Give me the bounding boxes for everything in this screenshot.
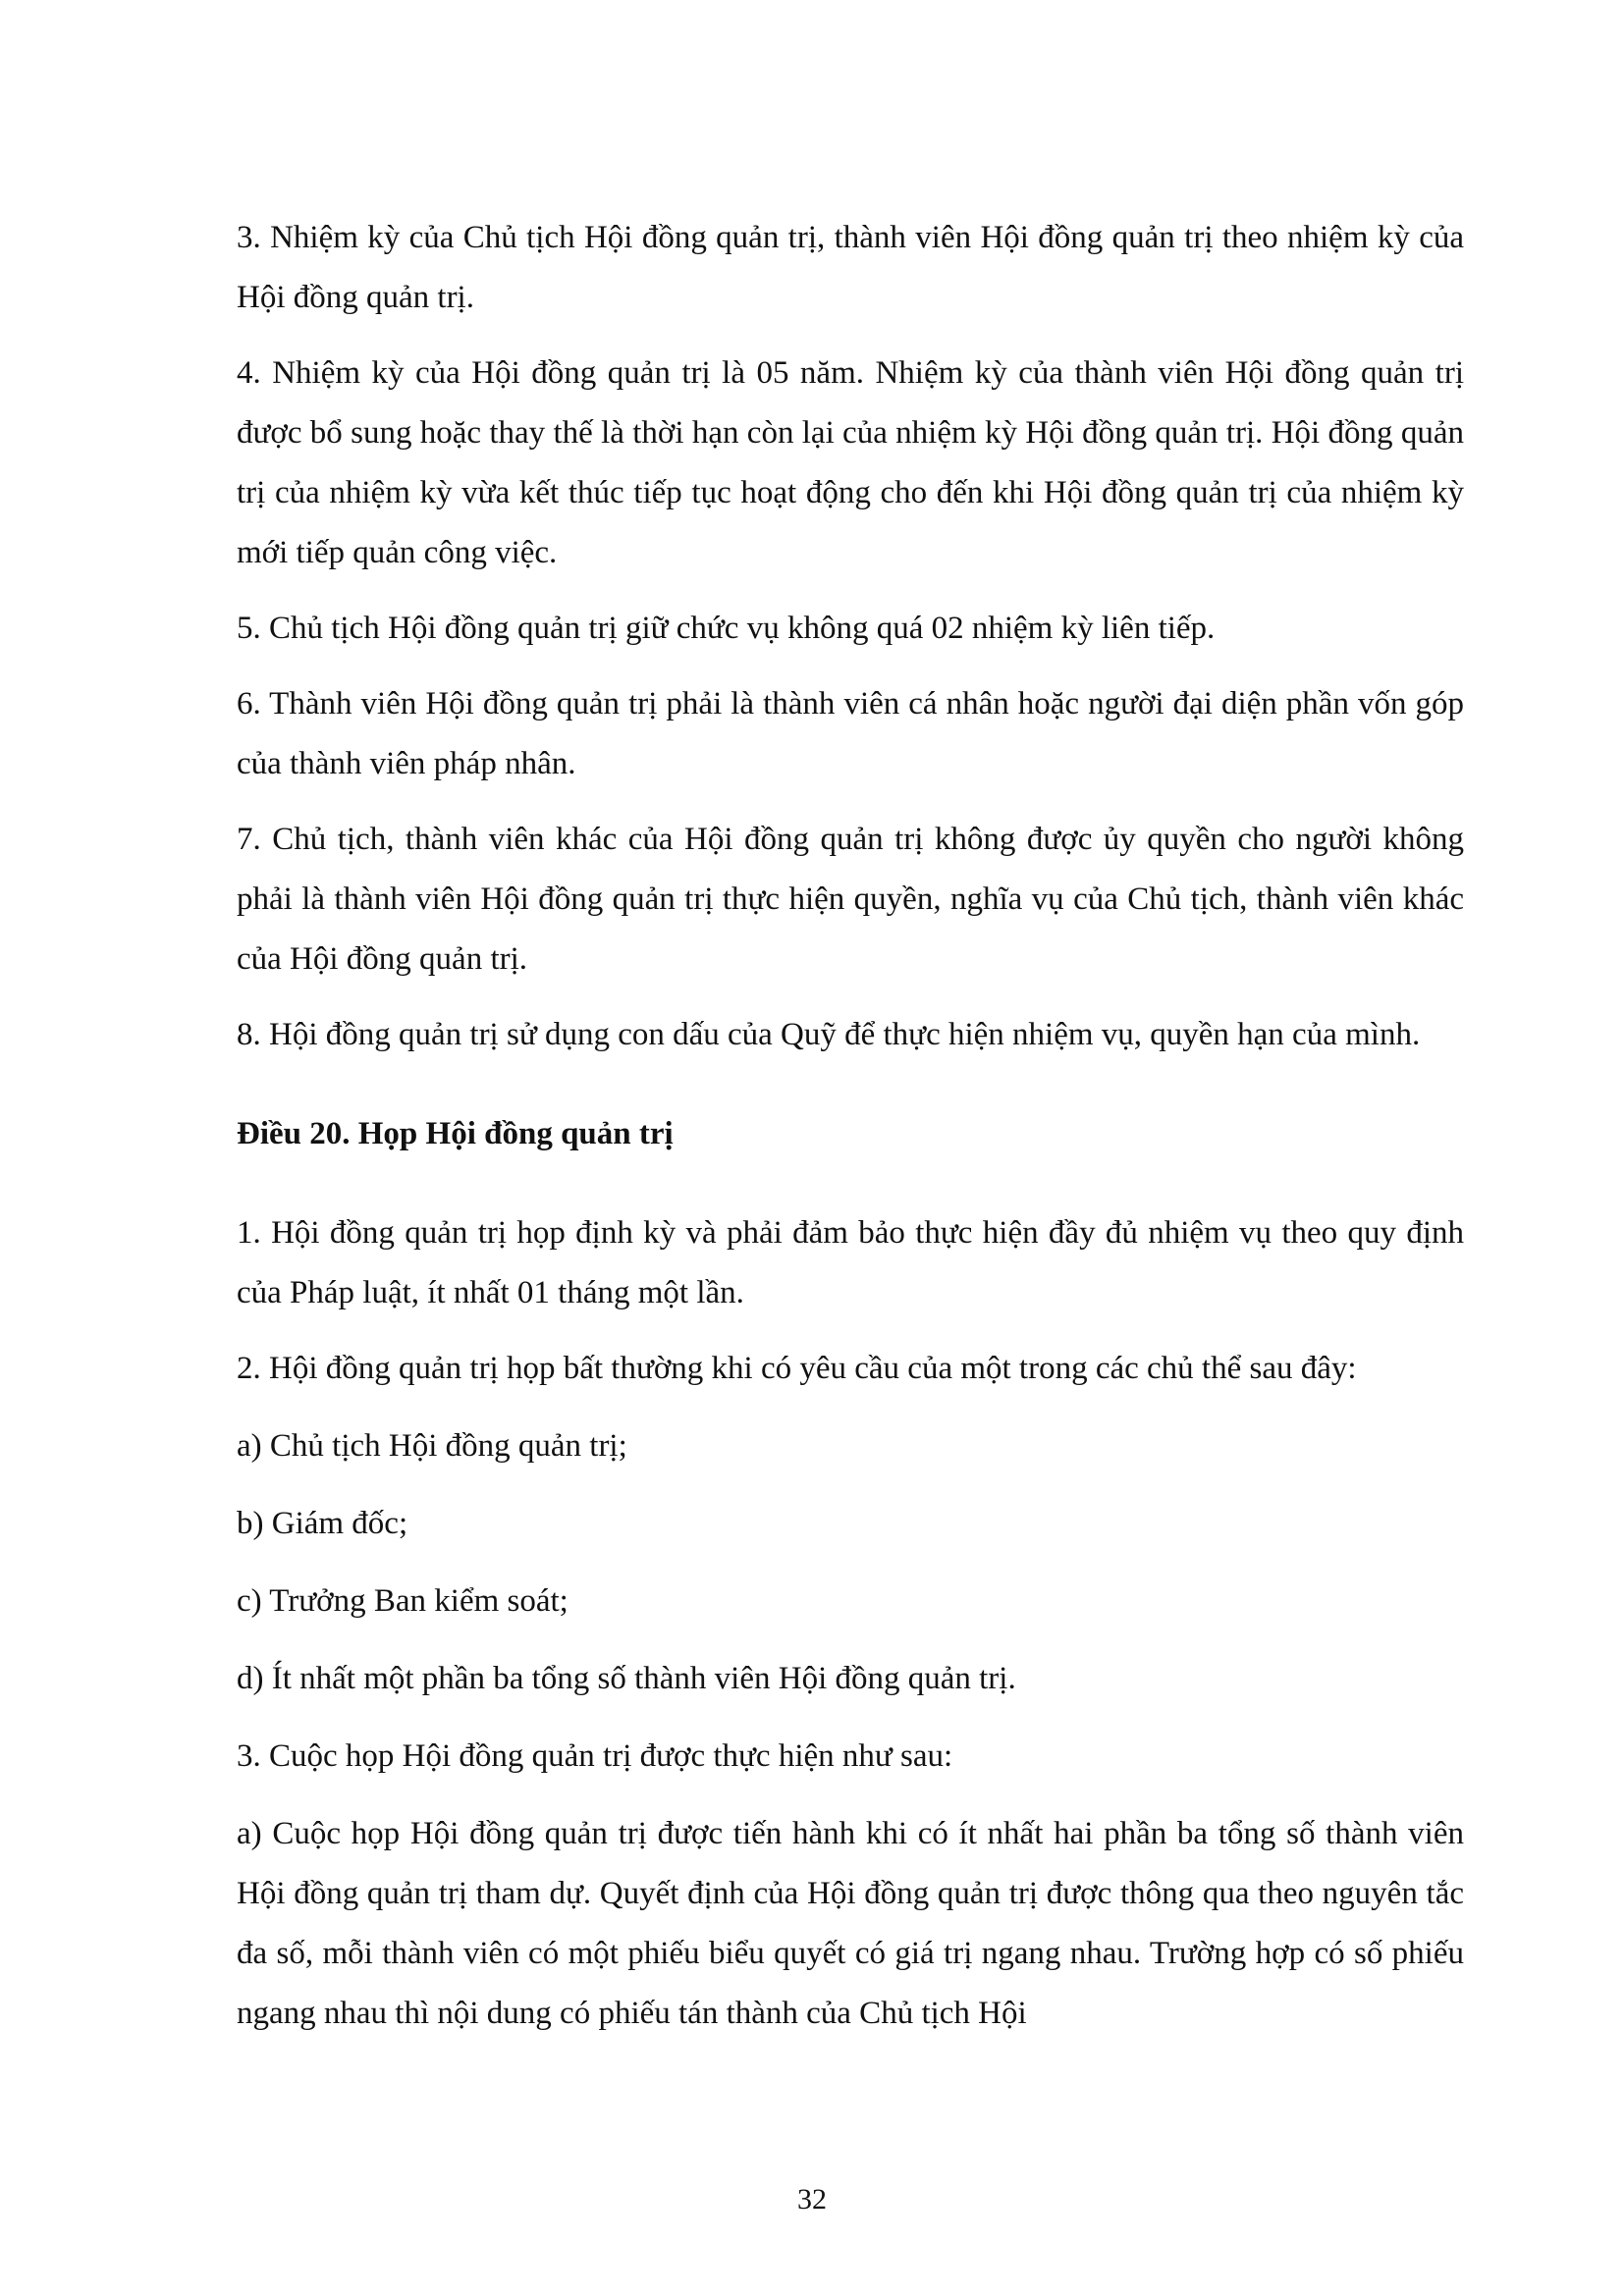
paragraph-clause-4: 4. Nhiệm kỳ của Hội đồng quản trị là 05 năm. Nhiệm kỳ của thành viên Hội đồng quản trị được bổ sung hoặc thay thế là thời hạn còn lại của nhiệm kỳ Hội đồng quản trị. Hội đồng quản trị của nhiệm kỳ vừa kết thúc tiếp tục hoạt động cho đến khi Hội đồng quản trị của nhiệm kỳ mới tiếp quản công việc. <box>237 355 1464 570</box>
document-body <box>237 208 1464 2059</box>
list-item-a: a) Chủ tịch Hội đồng quản trị; <box>237 1428 627 1464</box>
article-heading: Điều 20. Họp Hội đồng quản trị <box>237 1116 674 1151</box>
paragraph-article20-clause-3a: a) Cuộc họp Hội đồng quản trị được tiến hành khi có ít nhất hai phần ba tổng số thành viên Hội đồng quản trị tham dự. Quyết định của Hội đồng quản trị được thông qua theo nguyên tắc đa số, mỗi thành viên có một phiếu biểu quyết có giá trị ngang nhau. Trường hợp có số phiếu ngang nhau thì nội dung có phiếu tán thành của Chủ tịch Hội <box>237 1816 1464 2031</box>
page-number: 32 <box>797 2183 827 2216</box>
list-item-b: b) Giám đốc; <box>237 1506 408 1541</box>
paragraph-clause-3: 3. Nhiệm kỳ của Chủ tịch Hội đồng quản trị, thành viên Hội đồng quản trị theo nhiệm kỳ của Hội đồng quản trị. <box>237 220 1464 315</box>
list-item-d: d) Ít nhất một phần ba tổng số thành viên Hội đồng quản trị. <box>237 1661 1016 1696</box>
paragraph-clause-6: 6. Thành viên Hội đồng quản trị phải là thành viên cá nhân hoặc người đại diện phần vốn góp của thành viên pháp nhân. <box>237 686 1464 781</box>
paragraph-clause-8: 8. Hội đồng quản trị sử dụng con dấu của Quỹ để thực hiện nhiệm vụ, quyền hạn của mình. <box>237 1017 1421 1052</box>
paragraph-article20-clause-1: 1. Hội đồng quản trị họp định kỳ và phải đảm bảo thực hiện đầy đủ nhiệm vụ theo quy định của Pháp luật, ít nhất 01 tháng một lần. <box>237 1215 1464 1310</box>
paragraph-clause-7: 7. Chủ tịch, thành viên khác của Hội đồng quản trị không được ủy quyền cho người không phải là thành viên Hội đồng quản trị thực hiện quyền, nghĩa vụ của Chủ tịch, thành viên khác của Hội đồng quản trị. <box>237 822 1464 977</box>
list-item-c: c) Trưởng Ban kiểm soát; <box>237 1583 568 1619</box>
paragraph-article20-clause-3: 3. Cuộc họp Hội đồng quản trị được thực hiện như sau: <box>237 1738 953 1774</box>
paragraph-article20-clause-2: 2. Hội đồng quản trị họp bất thường khi có yêu cầu của một trong các chủ thể sau đây: <box>237 1351 1357 1386</box>
paragraph-clause-5: 5. Chủ tịch Hội đồng quản trị giữ chức vụ không quá 02 nhiệm kỳ liên tiếp. <box>237 611 1216 646</box>
